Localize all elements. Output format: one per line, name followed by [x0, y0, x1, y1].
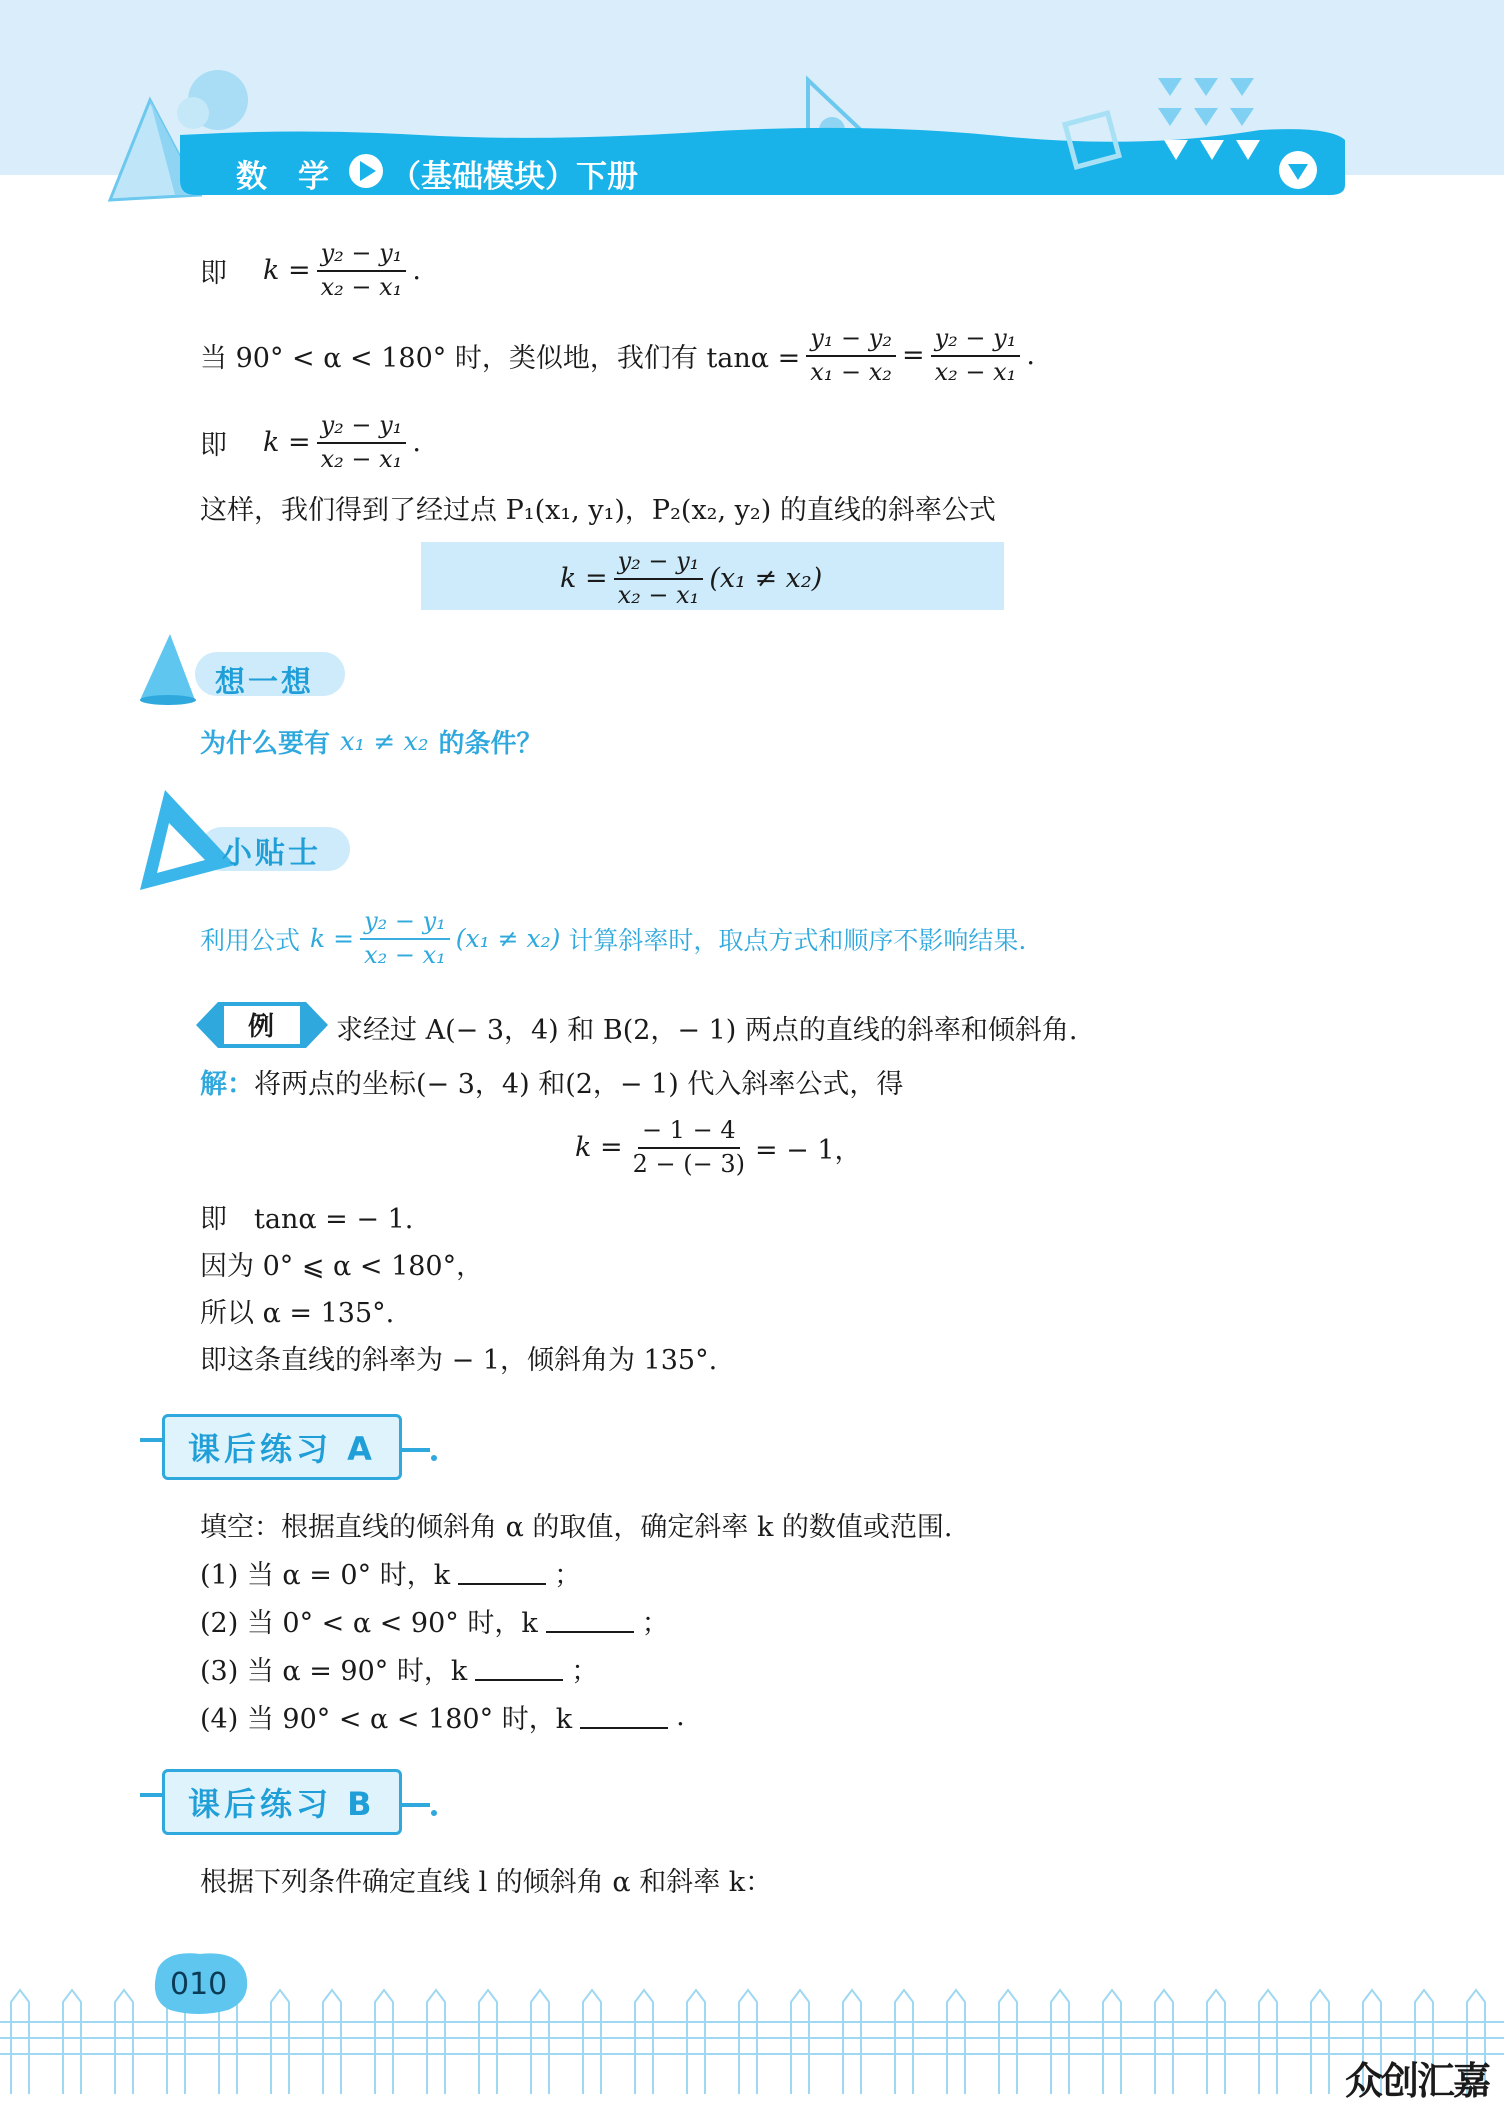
derivation-line-3 — [200, 412, 421, 473]
calc-result: = − 1， — [754, 1135, 862, 1167]
formula-condition: (x₁ ≠ x₂) — [709, 563, 823, 595]
slope-fraction-3: $\frac{\text{y₂ − y₁}}{\text{x₂ − x₁}}$ — [317, 412, 407, 473]
item-3-blank[interactable] — [475, 1657, 563, 1681]
fence-picket — [895, 1990, 913, 2094]
step-4: 即这条直线的斜率为 − 1，倾斜角为 135°. — [200, 1345, 718, 1376]
k-equals-2: k = — [263, 427, 311, 459]
step-1: 即 tanα = − 1. — [200, 1204, 414, 1235]
tip-k: k = — [310, 924, 355, 954]
item-2-suffix: ； — [641, 1608, 669, 1639]
item-4-suffix: . — [676, 1701, 685, 1732]
conclusion-text: 这样，我们得到了经过点 P₁(x₁, y₁)，P₂(x₂, y₂) 的直线的斜率公式 — [200, 495, 996, 526]
exercise-b-intro: 根据下列条件确定直线 l 的倾斜角 α 和斜率 k： — [200, 1867, 773, 1898]
period-3: . — [412, 427, 421, 459]
header-decoration — [0, 0, 1504, 220]
item-1-blank[interactable] — [458, 1561, 546, 1585]
derivation-line-1 — [200, 240, 421, 301]
tip-title: 小贴士 — [222, 836, 321, 871]
calc-fraction: $\frac{- 1 - 4}{2 - (- 3)}$ — [632, 1116, 745, 1178]
step-2: 因为 0° ⩽ α < 180°， — [200, 1251, 484, 1282]
exercise-a-item-4 — [200, 1697, 685, 1736]
item-3-prefix: (3) 当 α = 90° 时，k — [200, 1656, 468, 1687]
calc-k: k = — [575, 1132, 623, 1164]
fence-picket — [999, 1990, 1017, 2094]
ji-label: 即 — [200, 258, 227, 290]
solution-label: 解： — [200, 1069, 254, 1100]
think-question — [200, 723, 543, 760]
fence-picket — [63, 1990, 81, 2094]
derivation-line-2 — [200, 325, 1035, 386]
formula-k: k = — [560, 563, 608, 595]
fence-picket — [635, 1990, 653, 2094]
think-q-math: x₁ ≠ x₂ — [340, 726, 429, 757]
fence-picket — [1155, 1990, 1173, 2094]
exercise-b-title: 课后练习 B — [188, 1785, 376, 1823]
item-1-prefix: (1) 当 α = 0° 时，k — [200, 1560, 451, 1591]
slope-fraction-2: $\frac{\text{y₂ − y₁}}{\text{x₂ − x₁}}$ — [931, 325, 1021, 386]
fence-picket — [739, 1990, 757, 2094]
slope-formula — [560, 548, 822, 609]
item-4-prefix: (4) 当 90° < α < 180° 时，k — [200, 1704, 573, 1735]
fence-picket — [479, 1990, 497, 2094]
example-problem: 求经过 A(− 3，4) 和 B(2，− 1) 两点的直线的斜率和倾斜角. — [336, 1015, 1078, 1046]
period-2: . — [1026, 340, 1035, 372]
fence-picket — [375, 1990, 393, 2094]
fence-picket — [323, 1990, 341, 2094]
item-1-suffix: ； — [554, 1560, 582, 1591]
fence-picket — [115, 1990, 133, 2094]
equals-sign: = — [901, 340, 925, 372]
fence-picket — [271, 1990, 289, 2094]
fence-picket — [531, 1990, 549, 2094]
exercise-a-item-3 — [200, 1649, 598, 1688]
exercise-a-intro: 填空：根据直线的倾斜角 α 的取值，确定斜率 k 的数值或范围. — [200, 1512, 953, 1543]
slope-fraction: $\frac{\text{y₂ − y₁}}{\text{x₂ − x₁}}$ — [317, 240, 407, 301]
page-number: 010 — [170, 1967, 228, 2002]
think-title: 想一想 — [215, 665, 314, 700]
tip-fraction: $\frac{\text{y₂ − y₁}}{\text{x₂ − x₁}}$ — [360, 908, 450, 969]
case-prefix: 当 90° < α < 180° 时，类似地，我们有 tanα = — [200, 343, 801, 375]
fence-picket — [1207, 1990, 1225, 2094]
item-3-suffix: ； — [571, 1656, 599, 1687]
header-book-title: （基础模块）下册 — [390, 159, 638, 195]
item-4-blank[interactable] — [580, 1705, 668, 1729]
k-equals: k = — [263, 255, 311, 287]
step-3: 所以 α = 135°. — [200, 1298, 395, 1329]
exercise-a-item-2 — [200, 1601, 669, 1640]
header-subject: 数 学 — [236, 159, 329, 195]
exercise-a-title: 课后练习 A — [188, 1430, 376, 1468]
fence-picket — [427, 1990, 445, 2094]
fence-picket — [1051, 1990, 1069, 2094]
fence-picket — [791, 1990, 809, 2094]
item-2-blank[interactable] — [546, 1609, 634, 1633]
tip-condition: (x₁ ≠ x₂) — [455, 924, 561, 954]
calc-line — [575, 1117, 862, 1178]
fence-picket — [11, 1990, 29, 2094]
fence-picket — [687, 1990, 705, 2094]
tip-text — [200, 908, 1026, 969]
think-q-a: 为什么要有 — [200, 729, 331, 759]
ji-label-2: 即 — [200, 430, 227, 462]
think-q-b: 的条件？ — [438, 729, 543, 759]
fence-picket — [1311, 1990, 1329, 2094]
tip-text-a: 利用公式 — [200, 925, 301, 955]
fence-picket — [1103, 1990, 1121, 2094]
fence-picket — [843, 1990, 861, 2094]
tip-text-b: 计算斜率时，取点方式和顺序不影响结果. — [568, 925, 1027, 955]
watermark: 众创汇嘉 — [1345, 2059, 1490, 2103]
exercise-a-item-1 — [200, 1553, 581, 1592]
fence-picket — [583, 1990, 601, 2094]
solution-intro: 将两点的坐标(− 3，4) 和(2，− 1) 代入斜率公式，得 — [254, 1069, 904, 1100]
fence-picket — [1259, 1990, 1277, 2094]
fence-picket — [947, 1990, 965, 2094]
formula-fraction: $\frac{\text{y₂ − y₁}}{\text{x₂ − x₁}}$ — [614, 548, 704, 609]
item-2-prefix: (2) 当 0° < α < 90° 时，k — [200, 1608, 538, 1639]
slope-fraction-reverse: $\frac{\text{y₁ − y₂}}{\text{x₁ − x₂}}$ — [806, 325, 896, 386]
example-badge: 例 — [248, 1012, 275, 1042]
period: . — [412, 255, 421, 287]
solution-line — [200, 1062, 903, 1101]
